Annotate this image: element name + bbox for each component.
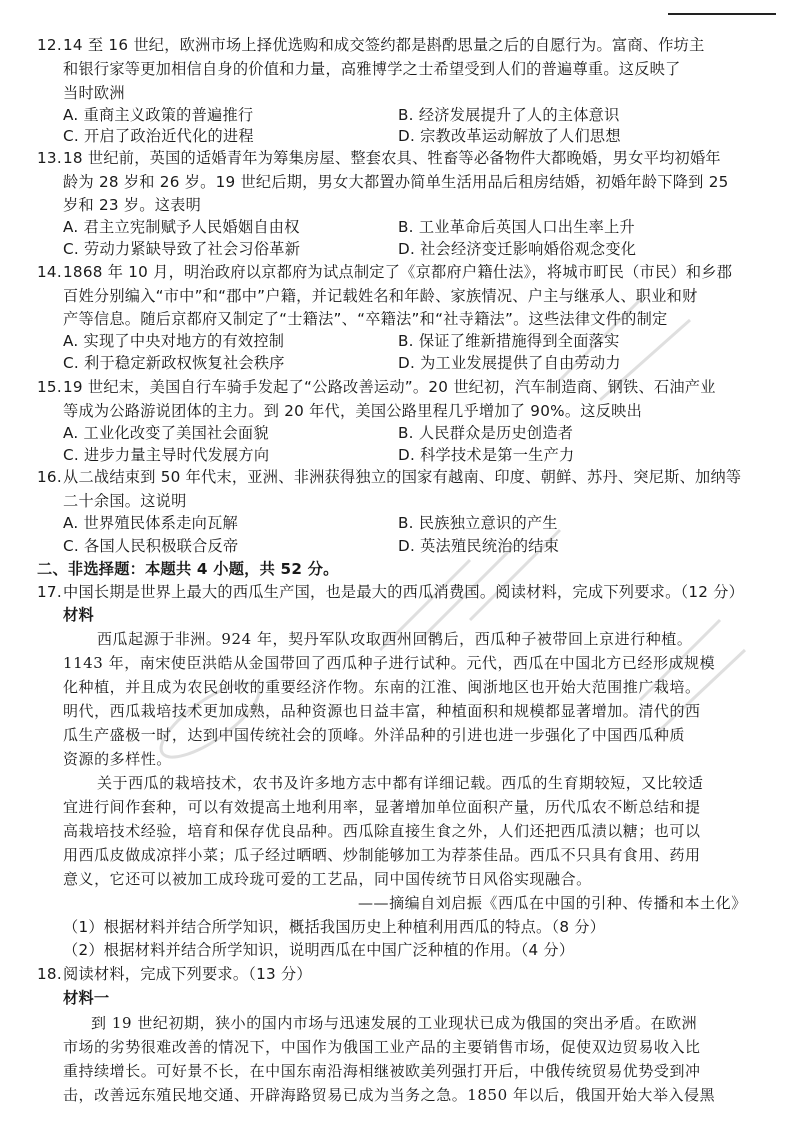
q12-option-c: C. 开启了政治近代化的进程 [63,127,254,145]
q17-material-line: 资源的多样性。 [63,750,172,768]
q12-option-d: D. 宗教改革运动解放了人们思想 [398,127,621,145]
header-rule [668,13,776,15]
q17-material-line: 明代，西瓜栽培技术更加成熟，品种资源也日益丰富，种植面积和规模都显著增加。清代的西 [63,702,701,720]
q17-material-line: 关于西瓜的栽培技术，农书及许多地方志中都有详细记载。西瓜的生育期较短，又比较适 [97,774,704,792]
q14-option-d: D. 为工业发展提供了自由劳动力 [398,354,621,372]
q15-option-d: D. 科学技术是第一生产力 [398,446,575,464]
q17-source: ——摘编自刘启振《西瓜在中国的引种、传播和本土化》 [358,894,747,912]
q17-material-line: 用西瓜皮做成凉拌小菜；瓜子经过晒晒、炒制能够加工为荐茶佳品。西瓜不只具有食用、药用 [63,846,701,864]
q17-material-line: 瓜生产盛极一时，达到中国传统社会的顶峰。外洋品种的引进也进一步强化了中国西瓜种质 [63,726,686,744]
q18-material-line: 市场的劣势很难改善的情况下，中国作为俄国工业产品的主要销售市场，促使双边贸易收入比 [63,1038,701,1056]
q17-material-line: 西瓜起源于非洲。924 年，契丹军队攻取西州回鹘后，西瓜种子被带回上京进行种植。 [97,630,693,648]
q14-option-a: A. 实现了中央对地方的有效控制 [63,332,285,350]
q13-stem-line: 岁和 23 岁。这表明 [63,196,202,214]
q17-subquestion-2: （2）根据材料并结合所学知识，说明西瓜在中国广泛种植的作用。（4 分） [63,941,575,959]
q13-number: 13. [37,149,62,167]
q18-number: 18. [37,965,62,983]
q14-number: 14. [37,263,62,281]
q18-material-line: 到 19 世纪初期，狭小的国内市场与迅速发展的工业现状已成为俄国的突出矛盾。在欧洲 [91,1014,698,1032]
q14-stem-line: 产等信息。随后京都府又制定了“士籍法”、“卒籍法”和“社寺籍法”。这些法律文件的制定 [63,310,668,328]
q15-number: 15. [37,378,62,396]
q18-material-line: 重持续增长。可好景不长，在中国东南沿海相继被欧美列强打开后，中俄传统贸易优势受到冲 [63,1062,701,1080]
q17-material-line: 1143 年，南宋使臣洪皓从金国带回了西瓜种子进行试种。元代，西瓜在中国北方已经形成规模 [63,654,716,672]
q14-option-b: B. 保证了维新措施得到全面落实 [398,332,620,350]
q16-option-d: D. 英法殖民统治的结束 [398,537,560,555]
q16-number: 16. [37,468,62,486]
q16-option-b: B. 民族独立意识的产生 [398,514,558,532]
q16-stem-line: 从二战结束到 50 年代末，亚洲、非洲获得独立的国家有越南、印度、朝鲜、苏丹、突尼斯、加纳等 [63,468,742,486]
q12-number: 12. [37,36,62,54]
q17-material-line: 化种植，并且成为农民创收的重要经济作物。东南的江淮、闽浙地区也开始大范围推广栽培。 [63,678,701,696]
q14-stem-line: 1868 年 10 月，明治政府以京都府为试点制定了《京都府户籍仕法》，将城市町民（市民）和乡郡 [63,263,733,281]
q17-material-line: 意义，它还可以被加工成玲珑可爱的工艺品，同中国传统节日风俗实现融合。 [63,870,592,888]
q16-option-c: C. 各国人民积极联合反帝 [63,537,239,555]
q18-material-line: 击，改善远东殖民地交通、开辟海路贸易已成为当务之急。1850 年以后，俄国开始大举入侵黑 [63,1086,716,1104]
q17-material-label: 材料 [63,606,94,624]
q13-option-a: A. 君主立宪制赋予人民婚姻自由权 [63,218,300,236]
q12-stem-line: 当时欧洲 [63,84,125,102]
q17-material-line: 高栽培技术经验，培育和保存优良品种。西瓜除直接生食之外，人们还把西瓜渍以糖；也可以 [63,822,701,840]
q13-stem-line: 18 世纪前，英国的适婚青年为筹集房屋、整套农具、牲畜等必备物件大都晚婚，男女平均初婚年 [63,149,721,167]
q15-option-a: A. 工业化改变了美国社会面貌 [63,424,269,442]
q17-number: 17. [37,583,62,601]
q18-stem: 阅读材料，完成下列要求。（13 分） [63,965,312,983]
q13-option-b: B. 工业革命后英国人口出生率上升 [398,218,635,236]
q13-option-c: C. 劳动力紧缺导致了社会习俗革新 [63,240,301,258]
q12-stem-line: 14 至 16 世纪，欧洲市场上择优选购和成交签约都是斟酌思量之后的自愿行为。富商、作坊主 [63,36,705,54]
q16-stem-line: 二十余国。这说明 [63,492,187,510]
q18-material-label: 材料一 [63,989,110,1007]
q15-stem-line: 等成为公路游说团体的主力。到 20 年代，美国公路里程几乎增加了 90%。这反映出 [63,402,643,420]
q17-stem: 中国长期是世界上最大的西瓜生产国，也是最大的西瓜消费国。阅读材料，完成下列要求。（12 分） [63,583,745,601]
q17-material-line: 宜进行间作套种，可以有效提高土地利用率，显著增加单位面积产量，历代瓜农不断总结和提 [63,798,701,816]
q15-option-c: C. 进步力量主导时代发展方向 [63,446,270,464]
section-heading: 二、非选择题：本题共 4 小题，共 52 分。 [37,560,339,578]
q14-stem-line: 百姓分别编入“市中”和“郡中”户籍，并记载姓名和年龄、家族情况、户主与继承人、职业和财 [63,287,698,305]
q12-stem-line: 和银行家等更加相信自身的价值和力量，高雅博学之士希望受到人们的普遍尊重。这反映了 [63,60,681,78]
q15-option-b: B. 人民群众是历史创造者 [398,424,574,442]
q16-option-a: A. 世界殖民体系走向瓦解 [63,514,238,532]
q13-stem-line: 龄为 28 岁和 26 岁。19 世纪后期，男女大都置办简单生活用品后租房结婚，初婚年龄下降到 25 [63,173,729,191]
q13-option-d: D. 社会经济变迁影响婚俗观念变化 [398,240,637,258]
q15-stem-line: 19 世纪末，美国自行车骑手发起了“公路改善运动”。20 世纪初，汽车制造商、钢铁、石油产业 [63,378,716,396]
q12-option-b: B. 经济发展提升了人的主体意识 [398,106,620,124]
q12-option-a: A. 重商主义政策的普遍推行 [63,106,254,124]
q14-option-c: C. 利于稳定新政权恢复社会秩序 [63,354,285,372]
q17-subquestion-1: （1）根据材料并结合所学知识，概括我国历史上种植利用西瓜的特点。（8 分） [63,918,606,936]
